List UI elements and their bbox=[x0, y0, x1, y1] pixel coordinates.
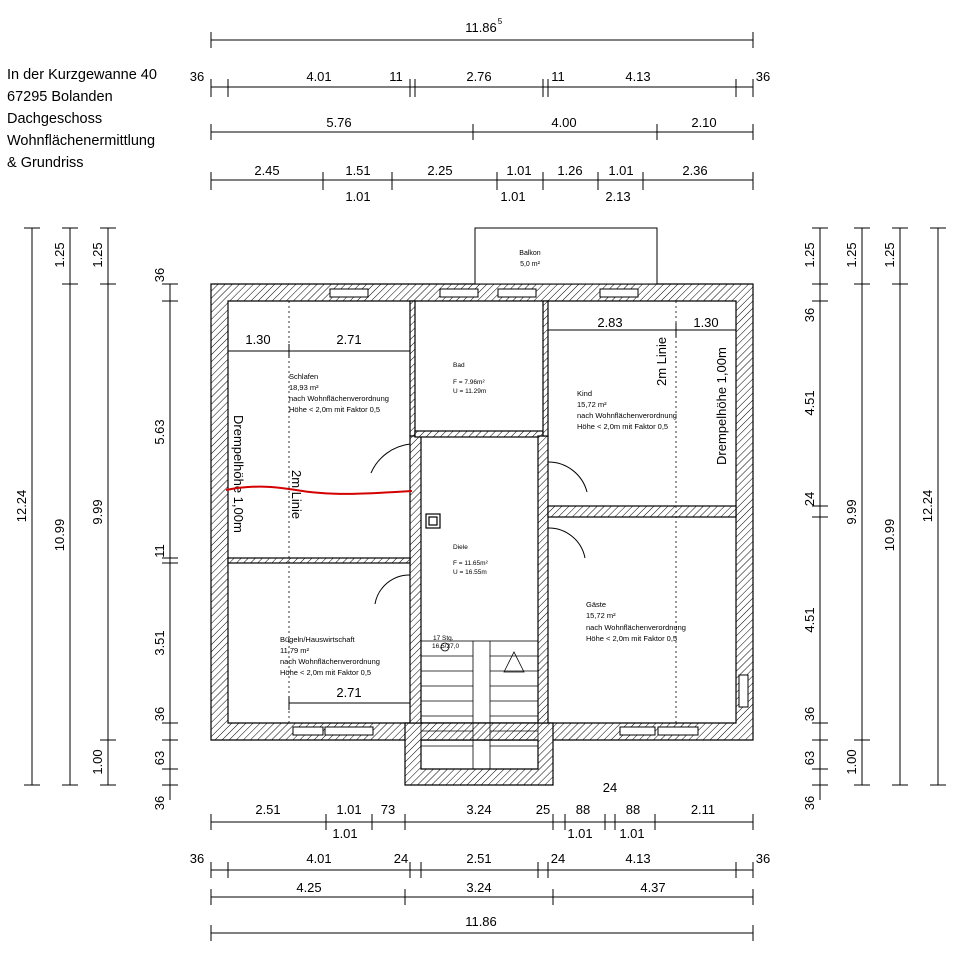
floor-line: Dachgeschoss bbox=[7, 111, 103, 127]
dim-label: 1.01 bbox=[619, 826, 645, 841]
dim-label: 73 bbox=[380, 802, 396, 817]
dim-label: 10.99 bbox=[882, 518, 897, 552]
dim-label: 1.25 bbox=[844, 242, 859, 268]
dim-label: 5.63 bbox=[152, 419, 167, 445]
dim-label: 4.37 bbox=[640, 880, 666, 895]
walls bbox=[211, 284, 753, 785]
dim-label: 88 bbox=[625, 802, 641, 817]
dim-label: 10.99 bbox=[52, 518, 67, 552]
dim-label: 1.25 bbox=[90, 242, 105, 268]
top-dimension-labels bbox=[190, 17, 770, 204]
top-dimensions bbox=[211, 32, 753, 190]
dim-label: 36 bbox=[189, 69, 205, 84]
dim-label: 1.00 bbox=[90, 749, 105, 775]
dim-label: 1.01 bbox=[608, 163, 634, 178]
room-area: 15,72 m² bbox=[577, 400, 607, 409]
stair-ratio: 16,5/27,0 bbox=[432, 643, 460, 650]
dim-label: 1.25 bbox=[882, 242, 897, 268]
dim-label: 2.25 bbox=[427, 163, 453, 178]
dim-label: 36 bbox=[755, 851, 771, 866]
city-line: 67295 Bolanden bbox=[7, 89, 113, 105]
room-note: nach Wohnflächenverordnung bbox=[577, 411, 677, 420]
room-kind bbox=[577, 389, 677, 431]
dim-label: 2.71 bbox=[336, 685, 362, 700]
room-area: F = 11.65m² bbox=[453, 560, 488, 567]
dim-label: 4.51 bbox=[802, 390, 817, 416]
dim-label: 1.01 bbox=[567, 826, 593, 841]
right-dimension-labels bbox=[802, 242, 935, 810]
dim-label: 24 bbox=[602, 780, 618, 795]
dim-label: 24 bbox=[550, 851, 566, 866]
room-area: 11,79 m² bbox=[280, 646, 310, 655]
dim-label: 9.99 bbox=[844, 499, 859, 525]
dim-label: 1.00 bbox=[844, 749, 859, 775]
room-perimeter: U = 16.55m bbox=[453, 569, 487, 576]
dim-label: 3.51 bbox=[152, 630, 167, 656]
dim-label: 2.71 bbox=[336, 332, 362, 347]
dim-label: 36 bbox=[152, 267, 167, 283]
staircase bbox=[421, 641, 538, 769]
room-name: Gäste bbox=[586, 600, 607, 609]
red-marker-line bbox=[226, 487, 412, 494]
room-area: F = 7.96m² bbox=[453, 379, 485, 386]
dim-label: 1.25 bbox=[802, 242, 817, 268]
dim-label: 2.36 bbox=[682, 163, 708, 178]
dim-label: 2.76 bbox=[466, 69, 492, 84]
dim-label: 12.24 bbox=[920, 489, 935, 523]
dim-label: 9.99 bbox=[90, 499, 105, 525]
dim-label: 88 bbox=[575, 802, 591, 817]
dim-label: 2.51 bbox=[255, 802, 281, 817]
balcony bbox=[475, 228, 657, 284]
dim-label: 36 bbox=[802, 795, 817, 811]
dim-label: 5.76 bbox=[326, 115, 352, 130]
dim-label: 36 bbox=[152, 706, 167, 722]
drempel-right: Drempelhöhe 1,00m bbox=[714, 347, 729, 465]
dim-label: 2.83 bbox=[597, 315, 623, 330]
room-name: Bad bbox=[453, 362, 465, 369]
dim-label: 4.13 bbox=[625, 851, 651, 866]
dim-label: 36 bbox=[189, 851, 205, 866]
dim-label: 4.01 bbox=[306, 69, 332, 84]
dim-label: 11.86 bbox=[465, 20, 497, 35]
dim-label: 24 bbox=[393, 851, 409, 866]
room-name: Schlafen bbox=[289, 372, 319, 381]
room-gaeste bbox=[586, 600, 686, 643]
dim-label: 36 bbox=[152, 795, 167, 811]
dim-label: 25 bbox=[535, 802, 551, 817]
dim-label: 2.11 bbox=[690, 802, 716, 817]
address-line: In der Kurzgewanne 40 bbox=[7, 67, 157, 83]
dim-label: 4.25 bbox=[296, 880, 322, 895]
dim-label: 4.01 bbox=[306, 851, 332, 866]
dim-label: 1.30 bbox=[245, 332, 271, 347]
room-perimeter: U = 11.29m bbox=[453, 388, 487, 395]
dim-label: 36 bbox=[802, 706, 817, 722]
room-note: nach Wohnflächenverordnung bbox=[586, 623, 686, 632]
dim-label: 12.24 bbox=[14, 489, 29, 523]
dim-label: 11 bbox=[152, 544, 167, 558]
stair-count: 17 Stg. bbox=[433, 635, 454, 642]
dim-label: 1.25 bbox=[52, 242, 67, 268]
dim-label: 1.01 bbox=[336, 802, 362, 817]
dim-label: 4.00 bbox=[551, 115, 577, 130]
stair-label bbox=[432, 635, 459, 650]
dim-label: 4.51 bbox=[802, 607, 817, 633]
balkon-name: Balkon bbox=[519, 250, 541, 257]
drempel-left: Drempelhöhe 1,00m bbox=[231, 415, 246, 533]
dim-label: 11 bbox=[389, 69, 403, 84]
dim-label: 1.01 bbox=[345, 189, 371, 204]
dim-sup: 5 bbox=[497, 17, 503, 26]
room-bad bbox=[453, 362, 486, 395]
dim-label: 2.45 bbox=[254, 163, 280, 178]
left-dimension-labels bbox=[14, 242, 167, 810]
dim-label: 1.30 bbox=[693, 315, 719, 330]
purpose-line-2: & Grundriss bbox=[7, 155, 84, 171]
dim-label: 2.10 bbox=[691, 115, 717, 130]
dim-label: 2.51 bbox=[466, 851, 492, 866]
dim-label: 1.01 bbox=[506, 163, 532, 178]
room-note: Höhe < 2,0m mit Faktor 0,5 bbox=[280, 668, 372, 677]
balkon-area: 5,0 m² bbox=[520, 261, 540, 268]
linie-right: 2m Linie bbox=[654, 336, 669, 386]
dim-label: 11.86 bbox=[465, 914, 497, 929]
room-diele bbox=[453, 544, 489, 576]
dim-label: 3.24 bbox=[466, 880, 492, 895]
dim-label: 1.01 bbox=[332, 826, 358, 841]
room-buegeln bbox=[280, 635, 380, 677]
bottom-dimension-labels bbox=[190, 780, 770, 929]
dim-label: 11 bbox=[551, 69, 565, 84]
room-schlafen bbox=[289, 372, 389, 414]
dim-label: 36 bbox=[755, 69, 771, 84]
dim-label: 4.13 bbox=[625, 69, 651, 84]
room-name: Diele bbox=[453, 544, 468, 551]
room-name: Bügeln/Hauswirtschaft bbox=[280, 635, 355, 644]
room-area: 18,93 m² bbox=[289, 383, 319, 392]
dim-label: 1.26 bbox=[557, 163, 583, 178]
room-note: Höhe < 2,0m mit Faktor 0,5 bbox=[577, 422, 669, 431]
linie-left: 2m Linie bbox=[289, 470, 304, 520]
dim-label: 63 bbox=[152, 750, 167, 766]
doors bbox=[371, 444, 587, 607]
dim-label: 36 bbox=[802, 307, 817, 323]
dim-label: 1.01 bbox=[500, 189, 526, 204]
dim-label: 63 bbox=[802, 750, 817, 766]
room-note: Höhe < 2,0m mit Faktor 0,5 bbox=[586, 634, 678, 643]
room-note: nach Wohnflächenverordnung bbox=[289, 394, 389, 403]
dim-label: 2.13 bbox=[605, 189, 631, 204]
room-note: nach Wohnflächenverordnung bbox=[280, 657, 380, 666]
room-name: Kind bbox=[577, 389, 593, 398]
dim-label: 3.24 bbox=[466, 802, 492, 817]
room-area: 15,72 m² bbox=[586, 611, 616, 620]
purpose-line: Wohnflächenermittlung bbox=[7, 133, 156, 149]
room-note: Höhe < 2,0m mit Faktor 0,5 bbox=[289, 405, 381, 414]
dim-label: 24 bbox=[802, 491, 817, 507]
dim-label: 1.51 bbox=[345, 163, 371, 178]
